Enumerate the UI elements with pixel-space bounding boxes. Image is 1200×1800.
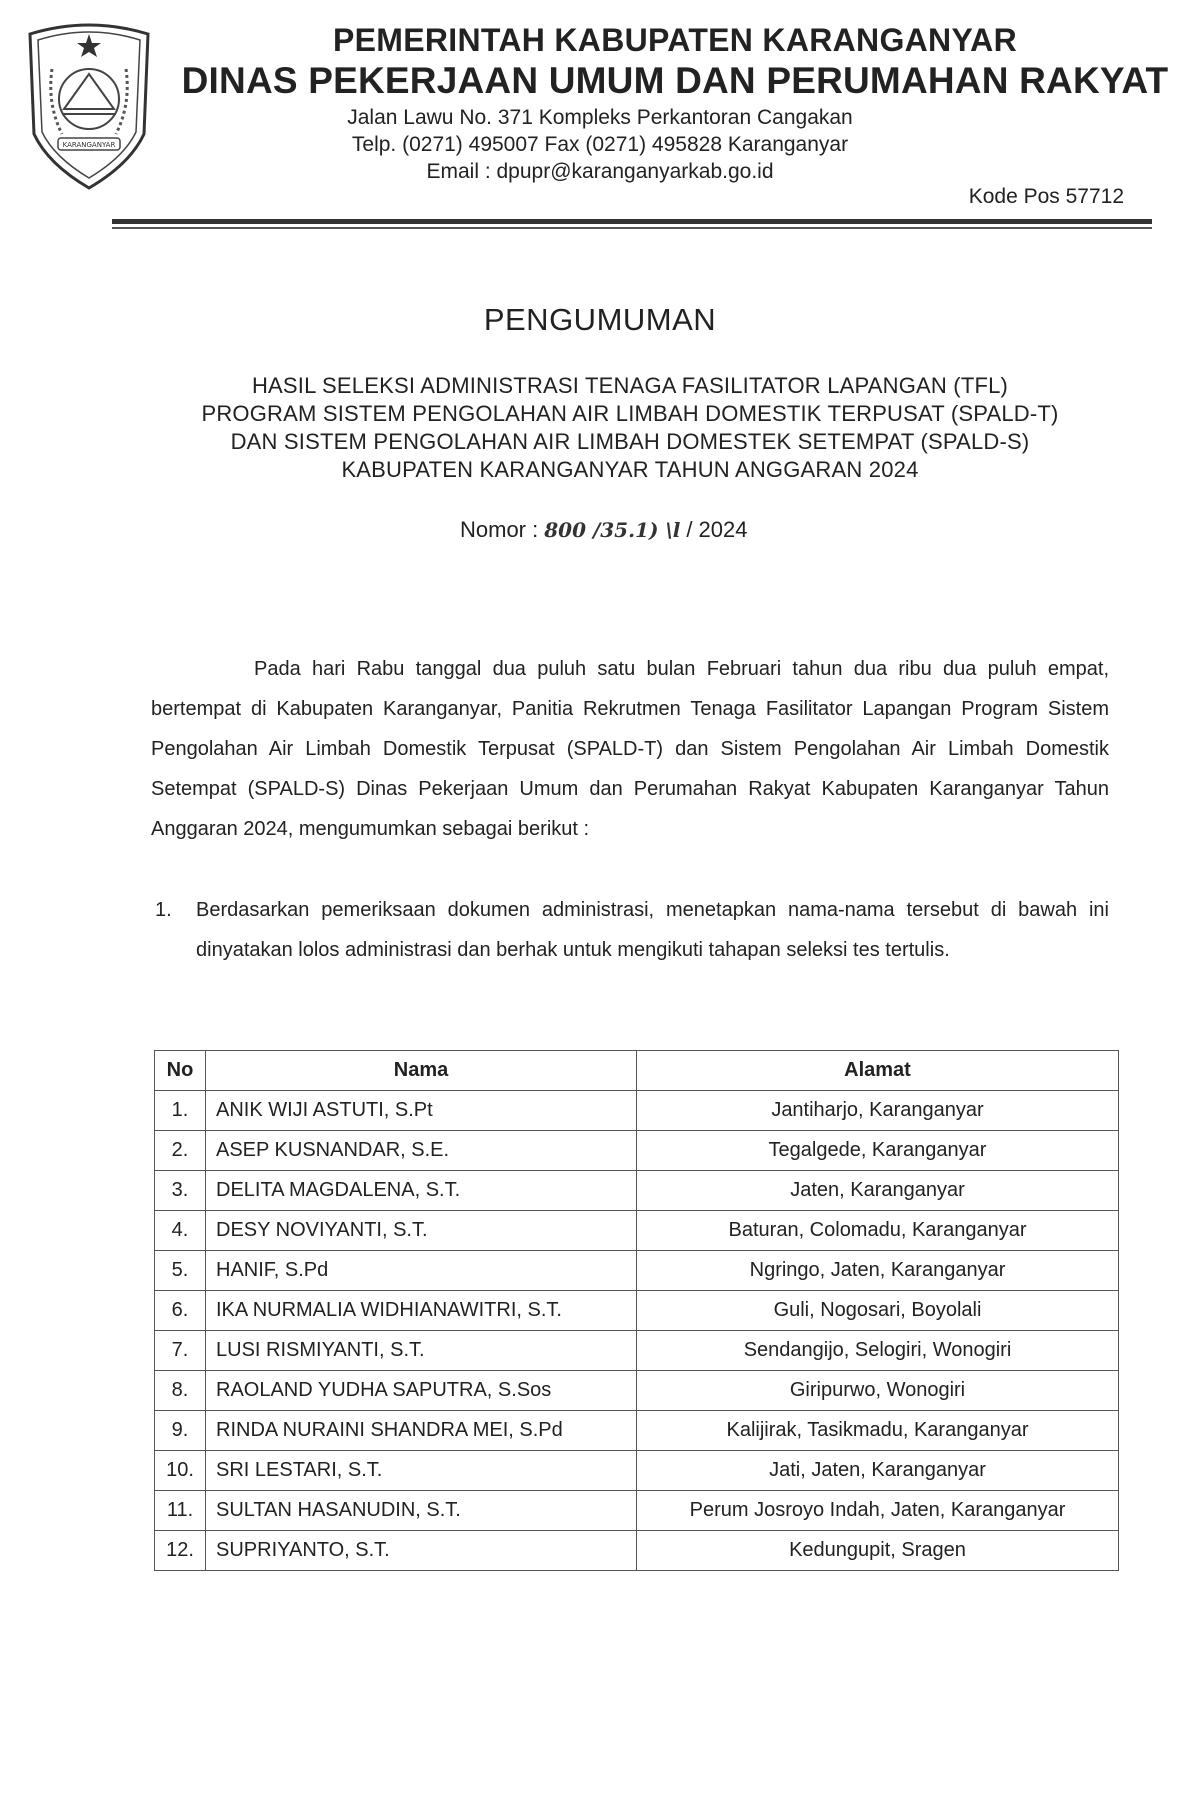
subtitle-line: KABUPATEN KARANGANYAR TAHUN ANGGARAN 2024	[341, 457, 919, 482]
email-address: Email : dpupr@karanganyarkab.go.id	[426, 160, 774, 183]
table-header-row	[155, 1051, 1119, 1091]
participant-name: SULTAN HASANUDIN, S.T.	[206, 1491, 637, 1531]
table-row	[155, 1411, 1119, 1451]
regency-coat-of-arms-logo	[22, 14, 156, 192]
participant-name: DELITA MAGDALENA, S.T.	[206, 1171, 637, 1211]
document-number-year: / 2024	[686, 517, 748, 542]
participant-address: Perum Josroyo Indah, Jaten, Karanganyar	[637, 1491, 1119, 1531]
letterhead-divider-thin	[112, 227, 1152, 229]
participant-name: RINDA NURAINI SHANDRA MEI, S.Pd	[206, 1411, 637, 1451]
postal-code: Kode Pos 57712	[968, 185, 1124, 208]
row-number: 3.	[155, 1171, 206, 1211]
table-row	[155, 1491, 1119, 1531]
subtitle-line: DAN SISTEM PENGOLAHAN AIR LIMBAH DOMESTEK SETEMPAT (SPALD-S)	[230, 429, 1030, 454]
logo-lettering: KARANGANYAR	[62, 141, 116, 149]
table-row	[155, 1091, 1119, 1131]
participant-address: Baturan, Colomadu, Karanganyar	[637, 1211, 1119, 1251]
document-number	[460, 517, 747, 543]
row-number: 2.	[155, 1131, 206, 1171]
participant-name: ANIK WIJI ASTUTI, S.Pt	[206, 1091, 637, 1131]
participant-address: Jantiharjo, Karanganyar	[637, 1091, 1119, 1131]
subtitle-line: HASIL SELEKSI ADMINISTRASI TENAGA FASILITATOR LAPANGAN (TFL)	[251, 373, 1009, 398]
row-number: 12.	[155, 1531, 206, 1571]
handwritten-number: 800 /35.1) \l	[544, 518, 681, 542]
column-header-alamat: Alamat	[637, 1051, 1119, 1091]
participant-name: SRI LESTARI, S.T.	[206, 1451, 637, 1491]
department-name: DINAS PEKERJAAN UMUM DAN PERUMAHAN RAKYAT	[181, 60, 1169, 101]
announcement-paragraph: Pada hari Rabu tanggal dua puluh satu bulan Februari tahun dua ribu dua puluh empat, bertempat di Kabupaten Karanganyar, Panitia Rekrutmen Tenaga Fasilitator Lapangan Program Sistem Pengolahan Air Limbah Domestik Terpusat (SPALD-T) dan Sistem Pengolahan Air Limbah Domestik Setempat (SPALD-S) Dinas Pekerjaan Umum dan Perumahan Rakyat Kabupaten Karanganyar Tahun Anggaran 2024, mengumumkan sebagai berikut :	[151, 658, 1109, 840]
table-row	[155, 1251, 1119, 1291]
participant-name: DESY NOVIYANTI, S.T.	[206, 1211, 637, 1251]
row-number: 8.	[155, 1371, 206, 1411]
participant-name: SUPRIYANTO, S.T.	[206, 1531, 637, 1571]
participant-address: Kalijirak, Tasikmadu, Karanganyar	[637, 1411, 1119, 1451]
table-row	[155, 1211, 1119, 1251]
participant-name: ASEP KUSNANDAR, S.E.	[206, 1131, 637, 1171]
table-row	[155, 1291, 1119, 1331]
table-row	[155, 1331, 1119, 1371]
document-subtitle	[140, 372, 1120, 484]
letterhead-divider-thick	[112, 219, 1152, 224]
row-number: 10.	[155, 1451, 206, 1491]
participants-table	[154, 1050, 1119, 1571]
phone-fax: Telp. (0271) 495007 Fax (0271) 495828 Karanganyar	[351, 133, 849, 156]
government-name: PEMERINTAH KABUPATEN KARANGANYAR	[333, 22, 1017, 58]
row-number: 4.	[155, 1211, 206, 1251]
row-number: 1.	[155, 1091, 206, 1131]
participant-address: Sendangijo, Selogiri, Wonogiri	[637, 1331, 1119, 1371]
column-header-nama: Nama	[206, 1051, 637, 1091]
list-item-text: Berdasarkan pemeriksaan dokumen administrasi, menetapkan nama-nama tersebut di bawah ini dinyatakan lolos administrasi dan berhak untuk mengikuti tahapan seleksi tes tertulis.	[196, 899, 1109, 961]
row-number: 11.	[155, 1491, 206, 1531]
participant-address: Kedungupit, Sragen	[637, 1531, 1119, 1571]
row-number: 5.	[155, 1251, 206, 1291]
row-number: 9.	[155, 1411, 206, 1451]
table-row	[155, 1371, 1119, 1411]
table-row	[155, 1531, 1119, 1571]
document-number-label: Nomor :	[460, 517, 539, 542]
participant-name: IKA NURMALIA WIDHIANAWITRI, S.T.	[206, 1291, 637, 1331]
participant-name: HANIF, S.Pd	[206, 1251, 637, 1291]
document-title: PENGUMUMAN	[483, 302, 717, 337]
table-row	[155, 1171, 1119, 1211]
participant-address: Jaten, Karanganyar	[637, 1171, 1119, 1211]
participant-address: Guli, Nogosari, Boyolali	[637, 1291, 1119, 1331]
office-address: Jalan Lawu No. 371 Kompleks Perkantoran Cangakan	[347, 106, 853, 129]
list-item-number: 1.	[155, 899, 172, 921]
list-item	[151, 890, 1109, 970]
participant-address: Giripurwo, Wonogiri	[637, 1371, 1119, 1411]
participant-name: RAOLAND YUDHA SAPUTRA, S.Sos	[206, 1371, 637, 1411]
column-header-no: No	[155, 1051, 206, 1091]
participant-address: Tegalgede, Karanganyar	[637, 1131, 1119, 1171]
subtitle-line: PROGRAM SISTEM PENGOLAHAN AIR LIMBAH DOMESTIK TERPUSAT (SPALD-T)	[201, 401, 1059, 426]
participant-address: Ngringo, Jaten, Karanganyar	[637, 1251, 1119, 1291]
row-number: 7.	[155, 1331, 206, 1371]
participant-address: Jati, Jaten, Karanganyar	[637, 1451, 1119, 1491]
table-row	[155, 1451, 1119, 1491]
table-row	[155, 1131, 1119, 1171]
participant-name: LUSI RISMIYANTI, S.T.	[206, 1331, 637, 1371]
participants-table-body	[155, 1091, 1119, 1571]
row-number: 6.	[155, 1291, 206, 1331]
